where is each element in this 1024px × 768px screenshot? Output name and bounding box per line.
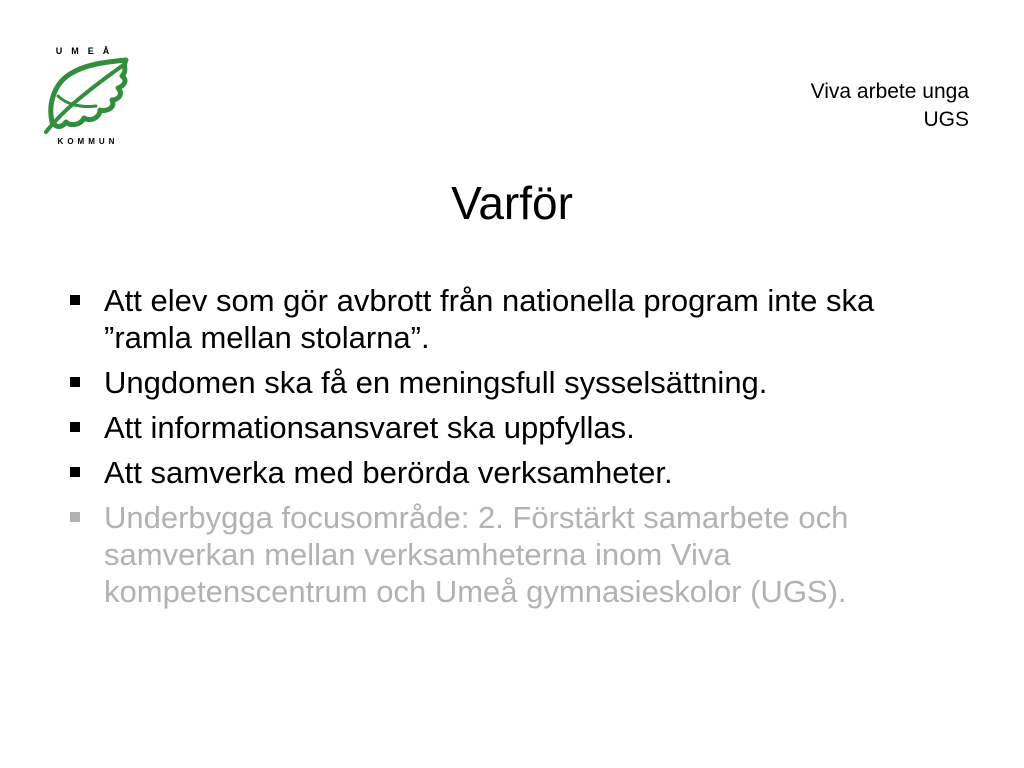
leaf-icon bbox=[40, 44, 134, 148]
header-line-2: UGS bbox=[923, 108, 969, 131]
header-label bbox=[811, 78, 969, 134]
square-bullet-icon bbox=[70, 467, 80, 477]
bullet-text: Att samverka med berörda verksamheter. bbox=[104, 455, 673, 490]
header-line-1: Viva arbete unga bbox=[810, 80, 969, 103]
square-bullet-icon bbox=[70, 377, 80, 387]
bullet-list bbox=[66, 282, 966, 618]
square-bullet-icon bbox=[70, 422, 80, 432]
bullet-item bbox=[66, 499, 966, 610]
bullet-item bbox=[66, 454, 966, 491]
bullet-text: Ungdomen ska få en meningsfull sysselsättning. bbox=[104, 365, 768, 400]
logo-top-text: UMEÅ bbox=[55, 46, 119, 56]
bullet-item bbox=[66, 409, 966, 446]
logo-bottom-text: KOMMUN bbox=[57, 137, 119, 146]
bullet-item bbox=[66, 282, 966, 356]
bullet-text: Att elev som gör avbrott från nationella program inte ska ”ramla mellan stolarna”. bbox=[104, 283, 875, 355]
umea-kommun-logo bbox=[40, 44, 134, 148]
slide-title: Varför bbox=[451, 177, 573, 229]
bullet-text: Att informationsansvaret ska uppfyllas. bbox=[104, 410, 635, 445]
square-bullet-icon bbox=[70, 512, 80, 522]
bullet-item bbox=[66, 364, 966, 401]
square-bullet-icon bbox=[70, 295, 80, 305]
bullet-text: Underbygga focusområde: 2. Förstärkt samarbete och samverkan mellan verksamheterna inom Viva kompetenscentrum och Umeå gymnasieskolor (UGS). bbox=[104, 500, 849, 609]
